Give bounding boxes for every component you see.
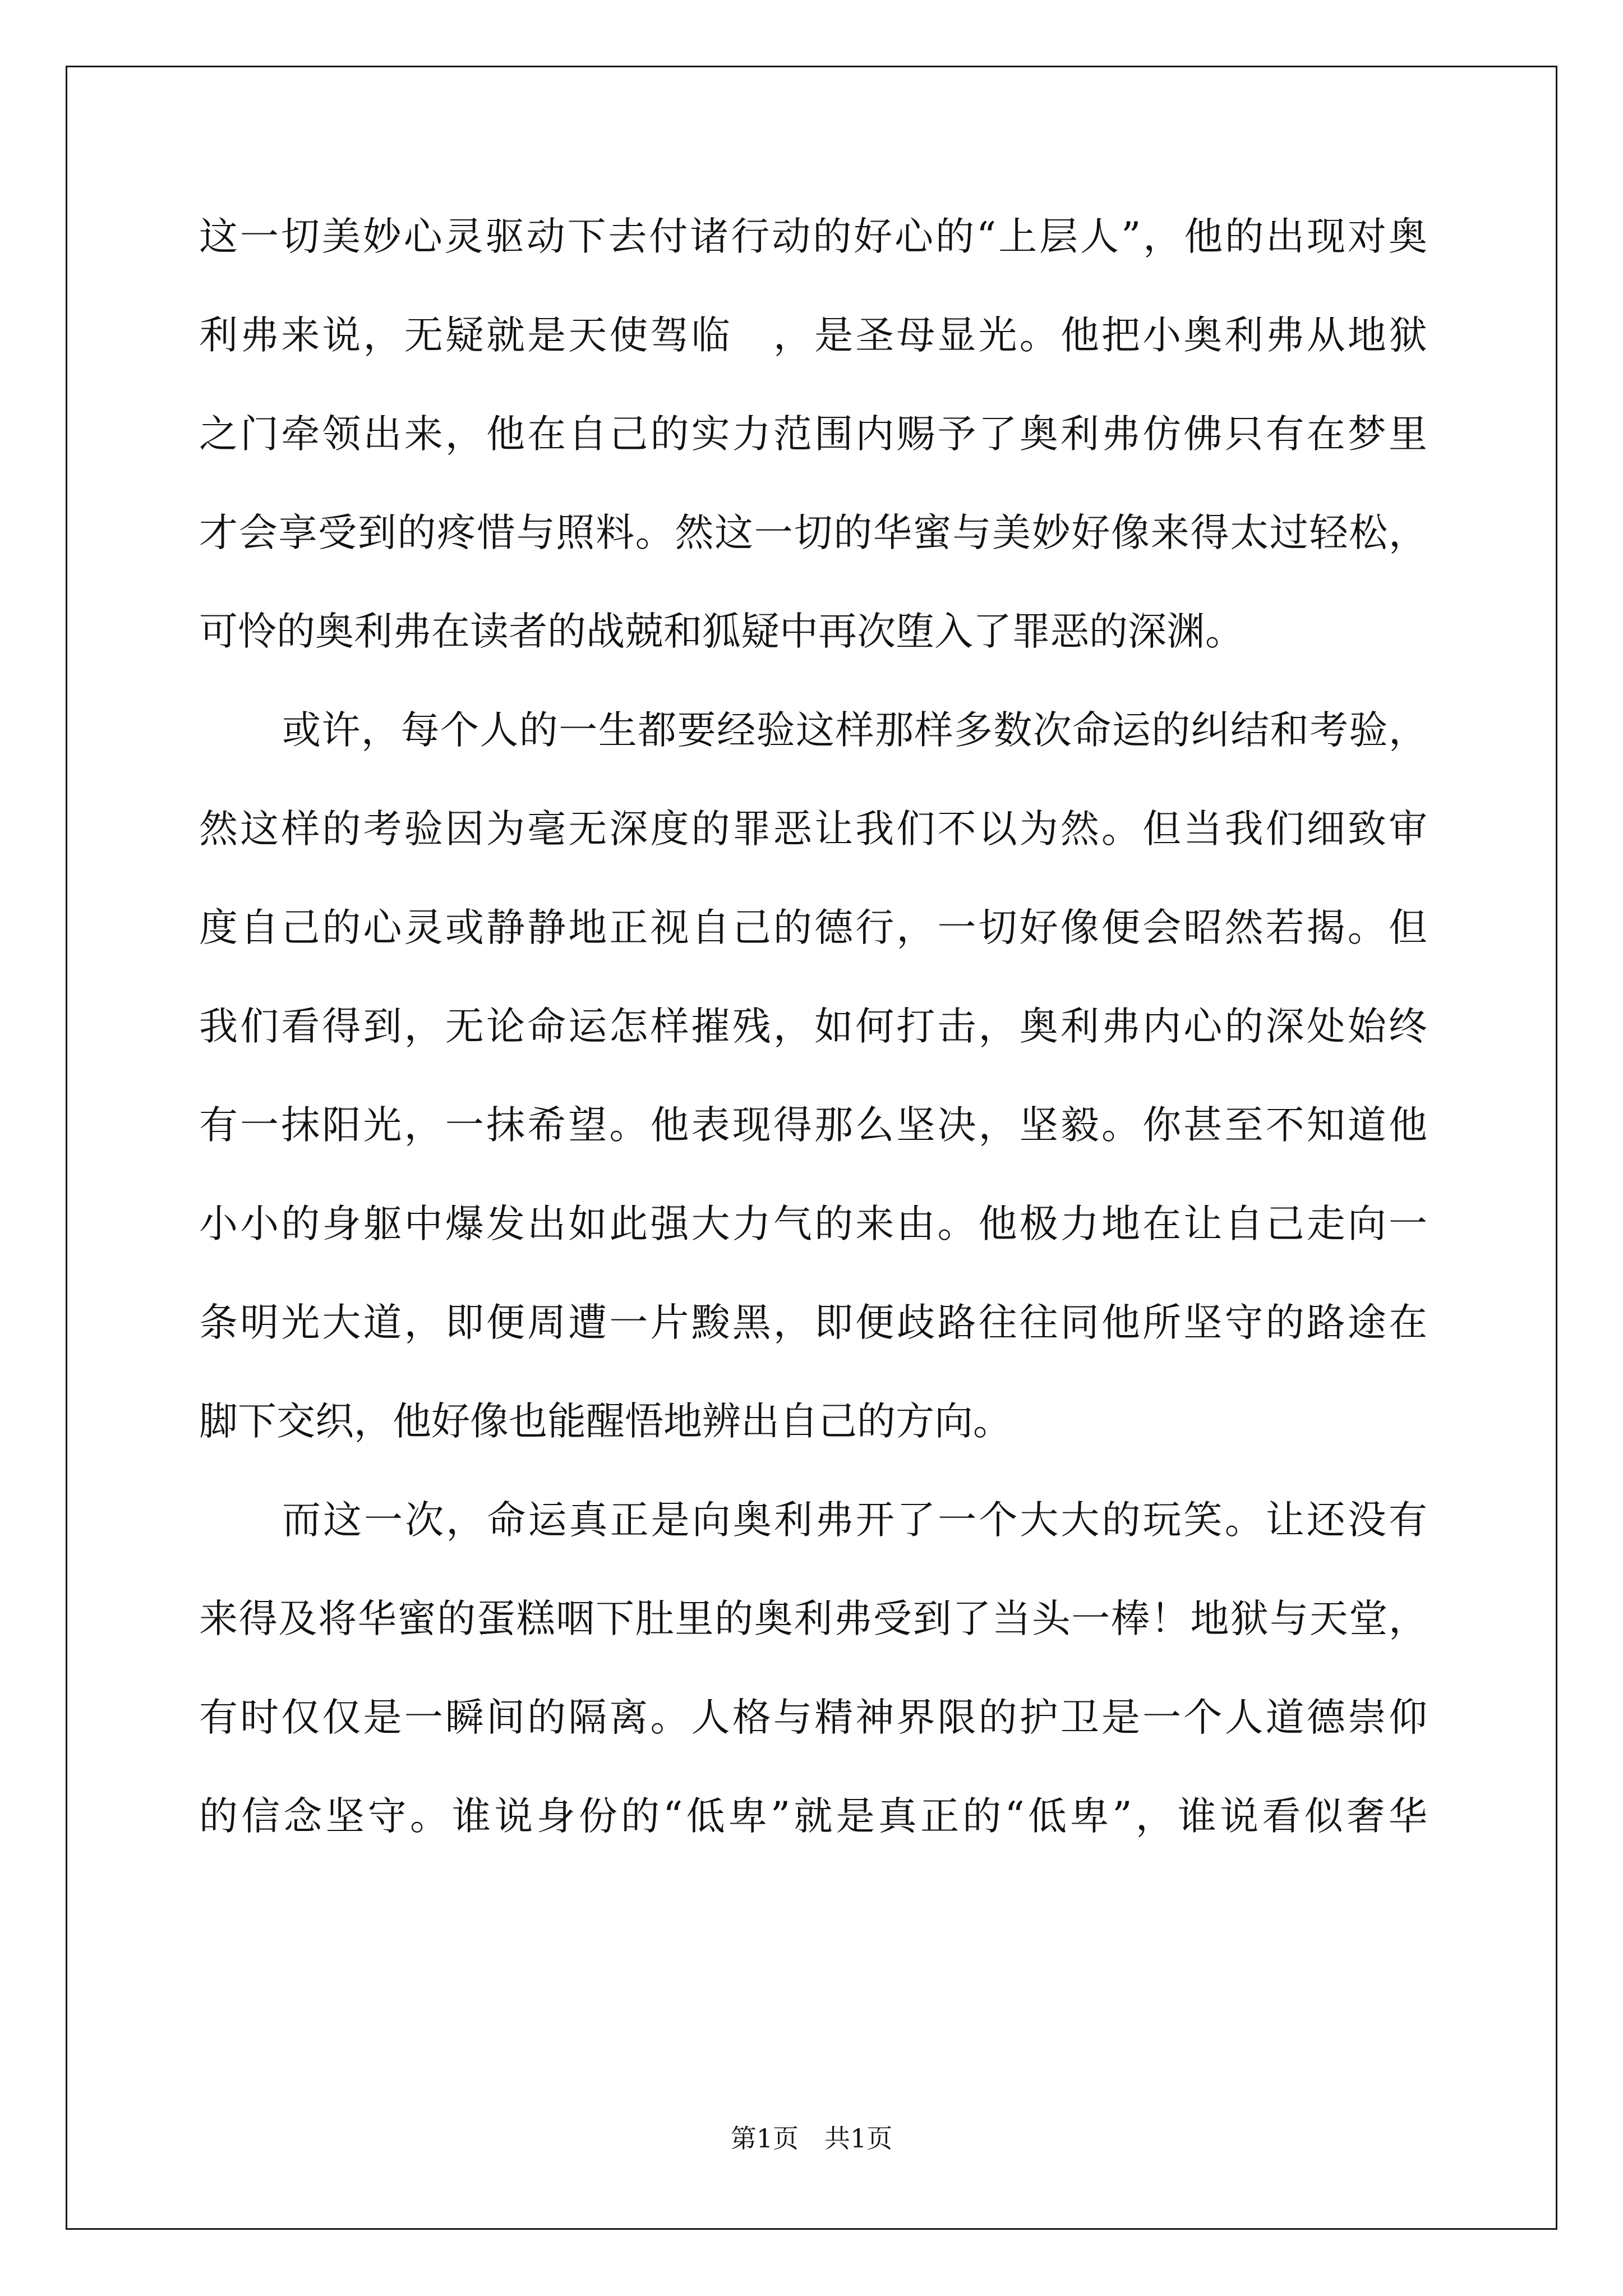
text-line: 然这样的考验因为毫无深度的罪恶让我们不以为然。但当我们细致审 xyxy=(199,807,1427,852)
text-line: 有时仅仅是一瞬间的隔离。人格与精神界限的护卫是一个人道德崇仰 xyxy=(199,1695,1427,1740)
text-line: 小小的身躯中爆发出如此强大力气的来由。他极力地在让自己走向一 xyxy=(199,1202,1427,1246)
text-line: 的信念坚守。谁说身份的“低卑”就是真正的“低卑”，谁说看似奢华 xyxy=(199,1794,1427,1839)
text-line: 条明光大道，即便周遭一片黢黑，即便歧路往往同他所坚守的路途在 xyxy=(199,1300,1427,1345)
text-line: 这一切美妙心灵驱动下去付诸行动的好心的“上层人”，他的出现对奥 xyxy=(199,214,1427,259)
text-line: 之门牵领出来，他在自己的实力范围内赐予了奥利弗仿佛只有在梦里 xyxy=(199,412,1427,457)
document-body xyxy=(199,209,1427,1887)
page-number: 第1页 共1页 xyxy=(730,2123,893,2154)
page-footer xyxy=(0,2122,1623,2155)
text-line: 来得及将华蜜的蛋糕咽下肚里的奥利弗受到了当头一棒！地狱与天堂， xyxy=(199,1596,1427,1641)
text-line: 度自己的心灵或静静地正视自己的德行，一切好像便会昭然若揭。但 xyxy=(199,905,1427,950)
paragraph-last-line: 脚下交织，他好像也能醒悟地辨出自己的方向。 xyxy=(199,1399,1012,1444)
text-line: 我们看得到，无论命运怎样摧残，如何打击，奥利弗内心的深处始终 xyxy=(199,1004,1427,1049)
paragraph-first-line: 而这一次，命运真正是向奥利弗开了一个大大的玩笑。让还没有 xyxy=(282,1498,1427,1543)
paragraph-last-line: 可怜的奥利弗在读者的战兢和狐疑中再次堕入了罪恶的深渊。 xyxy=(199,609,1244,654)
paragraph-first-line: 或许，每个人的一生都要经验这样那样多数次命运的纠结和考验， xyxy=(282,708,1427,753)
text-line: 有一抹阳光，一抹希望。他表现得那么坚决，坚毅。你甚至不知道他 xyxy=(199,1103,1427,1148)
text-line: 才会享受到的疼惜与照料。然这一切的华蜜与美妙好像来得太过轻松， xyxy=(199,510,1427,555)
text-line: 利弗来说，无疑就是天使驾临 ，是圣母显光。他把小奥利弗从地狱 xyxy=(199,313,1427,358)
